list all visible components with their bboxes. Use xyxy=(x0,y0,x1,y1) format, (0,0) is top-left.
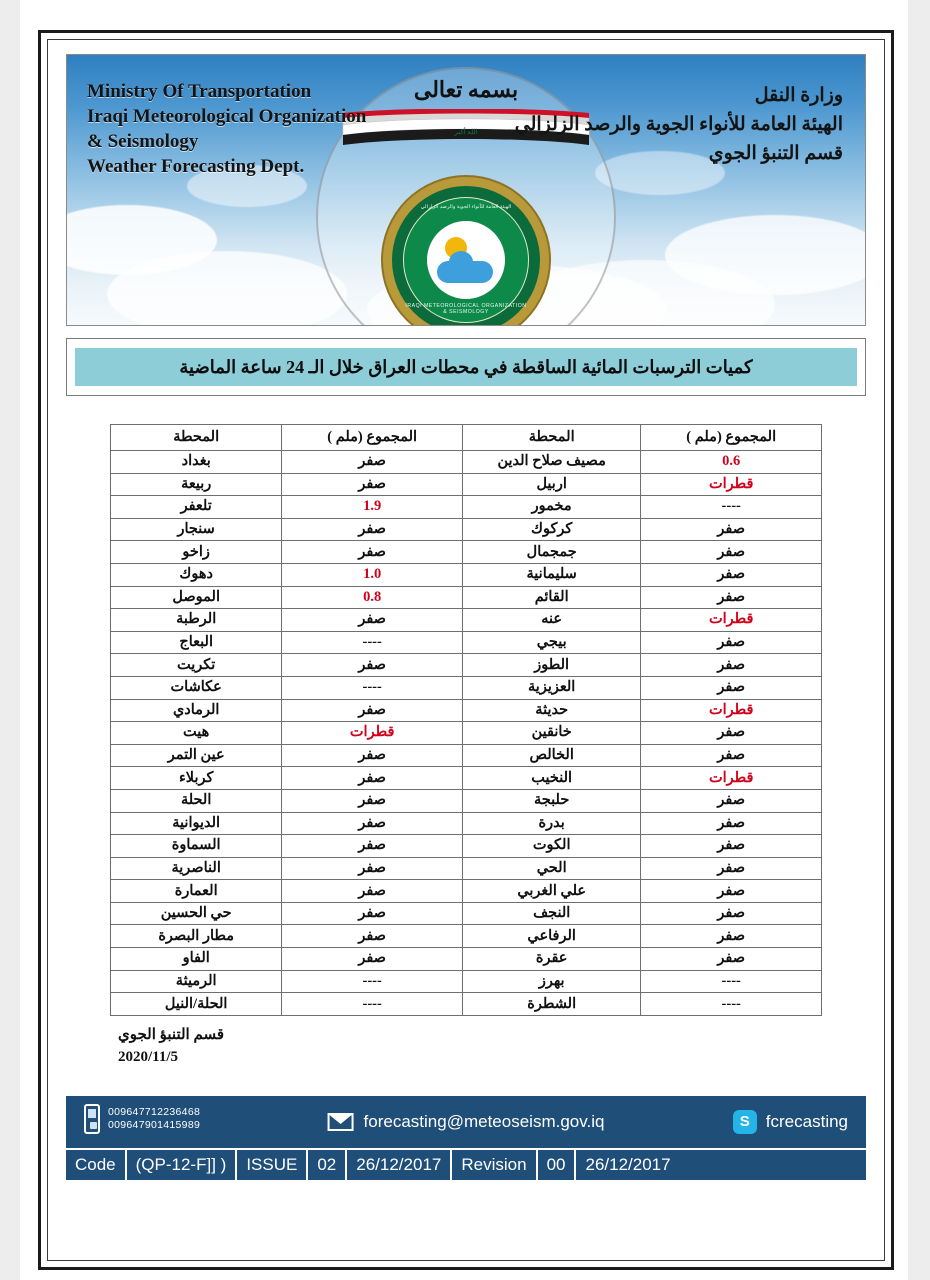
logo-ring-text-bottom: IRAQI METEOROLOGICAL ORGANIZATION & SEISMOLOGY xyxy=(405,303,527,315)
cell-station-left: الطوز xyxy=(462,654,640,677)
revision-label: Revision xyxy=(452,1150,537,1180)
header-en-line-2: Iraqi Meteorological Organization xyxy=(87,106,367,127)
table-row xyxy=(111,925,822,948)
cell-station-right: مطار البصرة xyxy=(111,925,282,948)
precipitation-table-wrap xyxy=(110,424,822,1016)
cell-station-right: الديوانية xyxy=(111,812,282,835)
header-ar-line-1: وزارة النقل xyxy=(754,85,843,106)
cell-station-right: ربيعة xyxy=(111,473,282,496)
cell-sum-right: قطرات xyxy=(282,722,463,745)
table-row xyxy=(111,744,822,767)
cell-station-left: النخيب xyxy=(462,767,640,790)
document-frame-inner xyxy=(47,39,885,1261)
cell-station-left: الخالص xyxy=(462,744,640,767)
cell-station-right: الحلة xyxy=(111,789,282,812)
table-header-row xyxy=(111,425,822,451)
issue-date: 26/12/2017 xyxy=(347,1150,452,1180)
skype-block[interactable] xyxy=(733,1110,848,1134)
cell-station-right: هيت xyxy=(111,722,282,745)
cloud-icon xyxy=(437,261,493,283)
cell-sum-right: صفر xyxy=(282,812,463,835)
cell-sum-left: ---- xyxy=(641,970,822,993)
table-row xyxy=(111,473,822,496)
cell-station-right: الرمادي xyxy=(111,699,282,722)
cell-sum-left: صفر xyxy=(641,541,822,564)
cell-sum-left: صفر xyxy=(641,722,822,745)
cell-sum-left: صفر xyxy=(641,631,822,654)
cell-sum-right: 1.0 xyxy=(282,563,463,586)
cell-station-right: زاخو xyxy=(111,541,282,564)
cell-station-left: الشطرة xyxy=(462,993,640,1016)
cell-sum-left: ---- xyxy=(641,496,822,519)
table-row xyxy=(111,699,822,722)
column-header-station-left: المحطة xyxy=(462,425,640,451)
header-ar-line-2: الهيئة العامة للأنواء الجوية والرصد الزلزالي xyxy=(514,114,843,135)
cell-station-right: الموصل xyxy=(111,586,282,609)
cell-station-right: الفاو xyxy=(111,948,282,971)
cell-sum-right: صفر xyxy=(282,518,463,541)
cell-sum-left: صفر xyxy=(641,586,822,609)
cell-sum-right: صفر xyxy=(282,767,463,790)
cell-sum-right: صفر xyxy=(282,857,463,880)
cell-station-left: الرفاعي xyxy=(462,925,640,948)
cell-sum-right: صفر xyxy=(282,451,463,474)
cell-station-right: البعاج xyxy=(111,631,282,654)
cell-sum-left: صفر xyxy=(641,654,822,677)
cell-sum-left: قطرات xyxy=(641,767,822,790)
issue-label: ISSUE xyxy=(237,1150,308,1180)
header-en-line-4: Weather Forecasting Dept. xyxy=(87,156,305,177)
cell-station-left: اربيل xyxy=(462,473,640,496)
cell-sum-left: صفر xyxy=(641,676,822,699)
cell-sum-left: صفر xyxy=(641,518,822,541)
cell-station-left: حلبجة xyxy=(462,789,640,812)
cell-sum-left: صفر xyxy=(641,902,822,925)
cell-sum-right: صفر xyxy=(282,541,463,564)
precipitation-table xyxy=(110,424,822,1016)
table-row xyxy=(111,902,822,925)
cell-station-right: تكريت xyxy=(111,654,282,677)
document-frame-outer xyxy=(38,30,894,1270)
cell-station-left: عنه xyxy=(462,609,640,632)
cell-sum-right: صفر xyxy=(282,789,463,812)
cell-station-left: علي الغربي xyxy=(462,880,640,903)
cell-station-right: دهوك xyxy=(111,563,282,586)
table-row xyxy=(111,812,822,835)
contact-footer xyxy=(66,1096,866,1148)
cell-station-left: عقرة xyxy=(462,948,640,971)
table-row xyxy=(111,880,822,903)
cell-sum-right: صفر xyxy=(282,902,463,925)
cell-sum-right: ---- xyxy=(282,993,463,1016)
cell-sum-left: قطرات xyxy=(641,473,822,496)
skype-handle[interactable]: fcrecasting xyxy=(765,1111,848,1131)
page-margin-right xyxy=(908,0,930,1280)
cell-station-left: مصيف صلاح الدين xyxy=(462,451,640,474)
revision-date: 26/12/2017 xyxy=(585,1154,671,1174)
cell-sum-left: صفر xyxy=(641,857,822,880)
cell-sum-left: صفر xyxy=(641,948,822,971)
cell-sum-left: صفر xyxy=(641,925,822,948)
header-ar-line-3: قسم التنبؤ الجوي xyxy=(708,143,843,164)
cell-station-right: الحلة/النيل xyxy=(111,993,282,1016)
cell-sum-left: صفر xyxy=(641,835,822,858)
page-title: كميات الترسبات المائية الساقطة في محطات العراق خلال الـ 24 ساعة الماضية xyxy=(75,348,857,386)
table-row xyxy=(111,631,822,654)
email-address[interactable]: forecasting@meteoseism.gov.iq xyxy=(363,1111,605,1131)
cell-station-left: حديثة xyxy=(462,699,640,722)
cell-station-right: الرميثة xyxy=(111,970,282,993)
table-row xyxy=(111,496,822,519)
column-header-sum-left: المجموع (ملم ) xyxy=(641,425,822,451)
cell-station-right: عكاشات xyxy=(111,676,282,699)
table-row xyxy=(111,451,822,474)
cell-station-right: الناصرية xyxy=(111,857,282,880)
code-value: (QP-12-F]] ) xyxy=(127,1150,238,1180)
table-row xyxy=(111,586,822,609)
cell-station-left: الكوت xyxy=(462,835,640,858)
header-en-line-1: Ministry Of Transportation xyxy=(87,81,312,102)
cell-station-left: سليمانية xyxy=(462,563,640,586)
cell-sum-right: صفر xyxy=(282,948,463,971)
cell-station-left: الحي xyxy=(462,857,640,880)
table-row xyxy=(111,948,822,971)
cell-sum-right: صفر xyxy=(282,473,463,496)
table-row xyxy=(111,563,822,586)
cell-sum-right: صفر xyxy=(282,744,463,767)
cell-sum-left: 0.6 xyxy=(641,451,822,474)
cell-sum-right: ---- xyxy=(282,676,463,699)
cell-station-right: تلعفر xyxy=(111,496,282,519)
signoff-date: 2020/11/5 xyxy=(118,1048,179,1065)
table-row xyxy=(111,970,822,993)
page-margin-left xyxy=(0,0,20,1280)
table-row xyxy=(111,654,822,677)
column-header-sum-right: المجموع (ملم ) xyxy=(282,425,463,451)
table-row xyxy=(111,609,822,632)
cell-sum-left: قطرات xyxy=(641,699,822,722)
header-banner xyxy=(66,54,866,326)
cell-sum-left: صفر xyxy=(641,744,822,767)
phone-number-2: 009647901415989 xyxy=(108,1118,201,1131)
table-row xyxy=(111,722,822,745)
cell-station-left: خانقين xyxy=(462,722,640,745)
cell-sum-right: صفر xyxy=(282,654,463,677)
cell-station-left: كركوك xyxy=(462,518,640,541)
bismillah-text: بسمه تعالى xyxy=(413,77,519,102)
cell-sum-left: صفر xyxy=(641,563,822,586)
signoff-block xyxy=(48,1024,884,1068)
footer-whitespace xyxy=(48,1180,884,1226)
cell-station-right: بغداد xyxy=(111,451,282,474)
cell-sum-left: صفر xyxy=(641,812,822,835)
table-row xyxy=(111,676,822,699)
table-row xyxy=(111,518,822,541)
signoff-department: قسم التنبؤ الجوي xyxy=(118,1026,225,1043)
cell-station-left: القائم xyxy=(462,586,640,609)
svg-text:الله أكبر: الله أكبر xyxy=(454,128,478,136)
cell-sum-right: ---- xyxy=(282,631,463,654)
cell-station-right: كربلاء xyxy=(111,767,282,790)
cell-sum-left: صفر xyxy=(641,789,822,812)
column-header-station-right: المحطة xyxy=(111,425,282,451)
cell-station-left: بيجي xyxy=(462,631,640,654)
document-code-bar xyxy=(66,1150,866,1180)
cell-station-left: جمجمال xyxy=(462,541,640,564)
cell-sum-right: 1.9 xyxy=(282,496,463,519)
table-body xyxy=(111,451,822,1016)
cell-station-right: السماوة xyxy=(111,835,282,858)
phone-numbers xyxy=(108,1106,200,1132)
cell-sum-right: ---- xyxy=(282,970,463,993)
cell-station-left: بهرز xyxy=(462,970,640,993)
cell-sum-right: صفر xyxy=(282,609,463,632)
code-label: Code xyxy=(66,1150,127,1180)
table-row xyxy=(111,835,822,858)
cell-station-left: مخمور xyxy=(462,496,640,519)
logo-ring-text-top: الهيئة العامة للأنواء الجوية والرصد الزلزالي xyxy=(420,204,512,210)
cell-sum-right: صفر xyxy=(282,835,463,858)
cell-sum-right: صفر xyxy=(282,880,463,903)
cell-sum-left: قطرات xyxy=(641,609,822,632)
phone-number-1: 009647712236468 xyxy=(108,1105,201,1118)
revision-value: 00 xyxy=(538,1150,577,1180)
report-title-box xyxy=(66,338,866,396)
envelope-icon xyxy=(328,1113,354,1131)
cell-sum-right: صفر xyxy=(282,699,463,722)
cell-station-right: الرطبة xyxy=(111,609,282,632)
cell-sum-right: صفر xyxy=(282,925,463,948)
table-row xyxy=(111,767,822,790)
cell-station-right: عين التمر xyxy=(111,744,282,767)
cell-station-right: سنجار xyxy=(111,518,282,541)
table-row xyxy=(111,541,822,564)
header-en-line-3: & Seismology xyxy=(87,131,199,152)
logo-core xyxy=(427,221,505,299)
cell-sum-left: صفر xyxy=(641,880,822,903)
skype-icon: S xyxy=(733,1110,757,1134)
cell-sum-left: ---- xyxy=(641,993,822,1016)
email-block[interactable] xyxy=(328,1112,605,1132)
cell-station-right: العمارة xyxy=(111,880,282,903)
table-row xyxy=(111,789,822,812)
phone-block xyxy=(84,1104,200,1134)
cell-sum-right: 0.8 xyxy=(282,586,463,609)
mobile-phone-icon xyxy=(84,1104,100,1134)
cell-station-left: العزيزية xyxy=(462,676,640,699)
cell-station-left: بدرة xyxy=(462,812,640,835)
issue-value: 02 xyxy=(308,1150,347,1180)
cell-station-right: حي الحسين xyxy=(111,902,282,925)
cell-station-left: النجف xyxy=(462,902,640,925)
table-row xyxy=(111,993,822,1016)
table-row xyxy=(111,857,822,880)
